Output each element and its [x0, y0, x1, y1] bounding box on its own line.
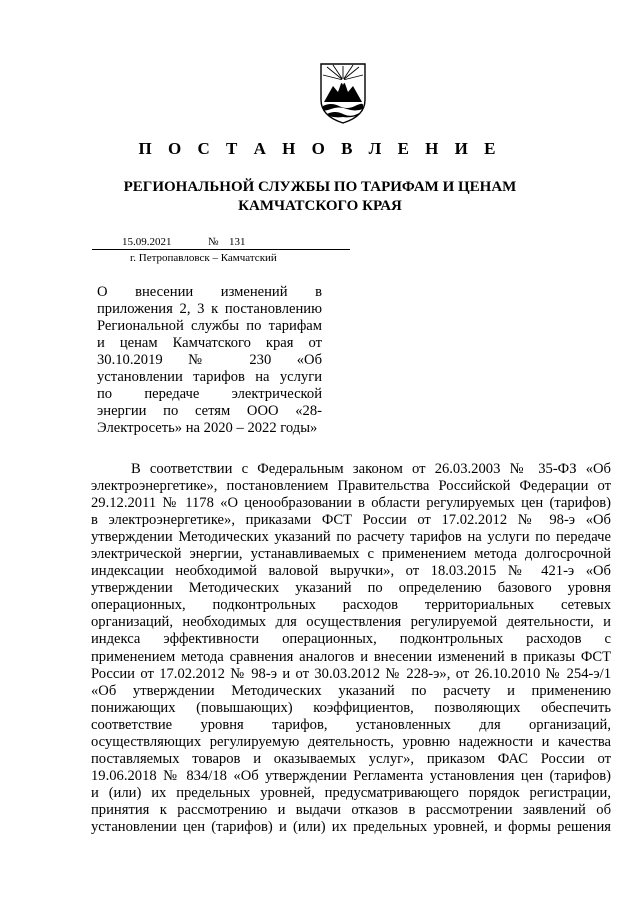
subject-line: Региональной службы по тарифам [97, 318, 322, 334]
underline [92, 249, 350, 250]
date-number-line [92, 236, 350, 251]
body-line: утверждении Методических указаний по определению базового уровня [91, 580, 611, 597]
subject-line: О внесении изменений в [97, 284, 322, 300]
body-line: операционных, подконтрольных расходов территориальных сетевых [91, 597, 611, 614]
document-body [91, 461, 611, 836]
body-line: организаций, необходимых для осуществления регулируемой деятельности, и [91, 614, 611, 631]
body-line: индексации необходимой валовой выручки», от 18.03.2015 № 421-э «Об [91, 563, 611, 580]
organization-line: РЕГИОНАЛЬНОЙ СЛУЖБЫ ПО ТАРИФАМ И ЦЕНАМ [123, 179, 517, 195]
subject-line: по передаче электрической [97, 386, 322, 402]
kamchatka-coat-of-arms-icon [319, 62, 367, 124]
body-line: индекса эффективности операционных, подконтрольных расходов с [91, 631, 611, 648]
subject-line: приложения 2, 3 к постановлению [97, 301, 322, 317]
body-line: установлении цен (тарифов) и (или) их предельных уровней, и формы решения [91, 818, 611, 835]
body-line: 19.06.2018 № 834/18 «Об утверждении Регламента установления цен (тарифов) [91, 767, 611, 784]
body-line: утверждении Методических указаний по расчету тарифов на услуги по передаче [91, 529, 611, 546]
organization-line: КАМЧАТСКОГО КРАЯ [238, 198, 402, 214]
body-line: и (или) их предельных уровней, предусматривающего порядок регистрации, [91, 784, 611, 801]
body-line: электроэнергетике», постановлением Правительства Российской Федерации от [91, 478, 611, 495]
number-label: № [208, 236, 219, 248]
body-line: понижающих (повышающих) коэффициентов, позволяющих обеспечить [91, 699, 611, 716]
body-line: России от 17.02.2012 № 98-э и от 30.03.2012 № 228-э», от 26.10.2010 № 254-э/1 [91, 665, 611, 682]
body-line: осуществляющих регулируемую деятельность, уровню надежности и качества [91, 733, 611, 750]
document-subject [97, 284, 322, 437]
document-date: 15.09.2021 [122, 236, 172, 248]
subject-line: Электросеть» на 2020 – 2022 годы» [97, 420, 318, 436]
document-number: 131 [229, 236, 246, 248]
body-line: В соответствии с Федеральным законом от 26.03.2003 № 35-ФЗ «Об [131, 461, 611, 477]
body-line: поставляемых товаров и оказываемых услуг», приказом ФАС России от [91, 750, 611, 767]
organization-name [0, 178, 640, 216]
body-line: соответствие уровня тарифов, установленных для организаций, [91, 716, 611, 733]
document-title: П О С Т А Н О В Л Е Н И Е [138, 139, 502, 158]
body-line: «Об утверждении Методических указаний по расчету и применению [91, 682, 611, 699]
subject-line: установлении тарифов на услуги [97, 369, 322, 385]
body-line: применением метода сравнения аналогов и внесении изменений в приказы ФСТ [91, 648, 611, 665]
body-line: принятия к рассмотрению и выдачи отказов в рассмотрении заявлений об [91, 801, 611, 818]
body-line: электрической энергии, устанавливаемых с применением метода долгосрочной [91, 546, 611, 563]
body-line: в электроэнергетике», приказами ФСТ России от 17.02.2012 № 98-э «Об [91, 512, 611, 529]
body-line: 29.12.2011 № 1178 «О ценообразовании в области регулируемых цен (тарифов) [91, 495, 611, 512]
subject-line: 30.10.2019 № 230 «Об [97, 352, 322, 368]
document-city: г. Петропавловск – Камчатский [130, 252, 277, 264]
subject-line: и ценам Камчатского края от [97, 335, 322, 351]
subject-line: энергии по сетям ООО «28- [97, 403, 322, 419]
document-meta [92, 236, 350, 264]
